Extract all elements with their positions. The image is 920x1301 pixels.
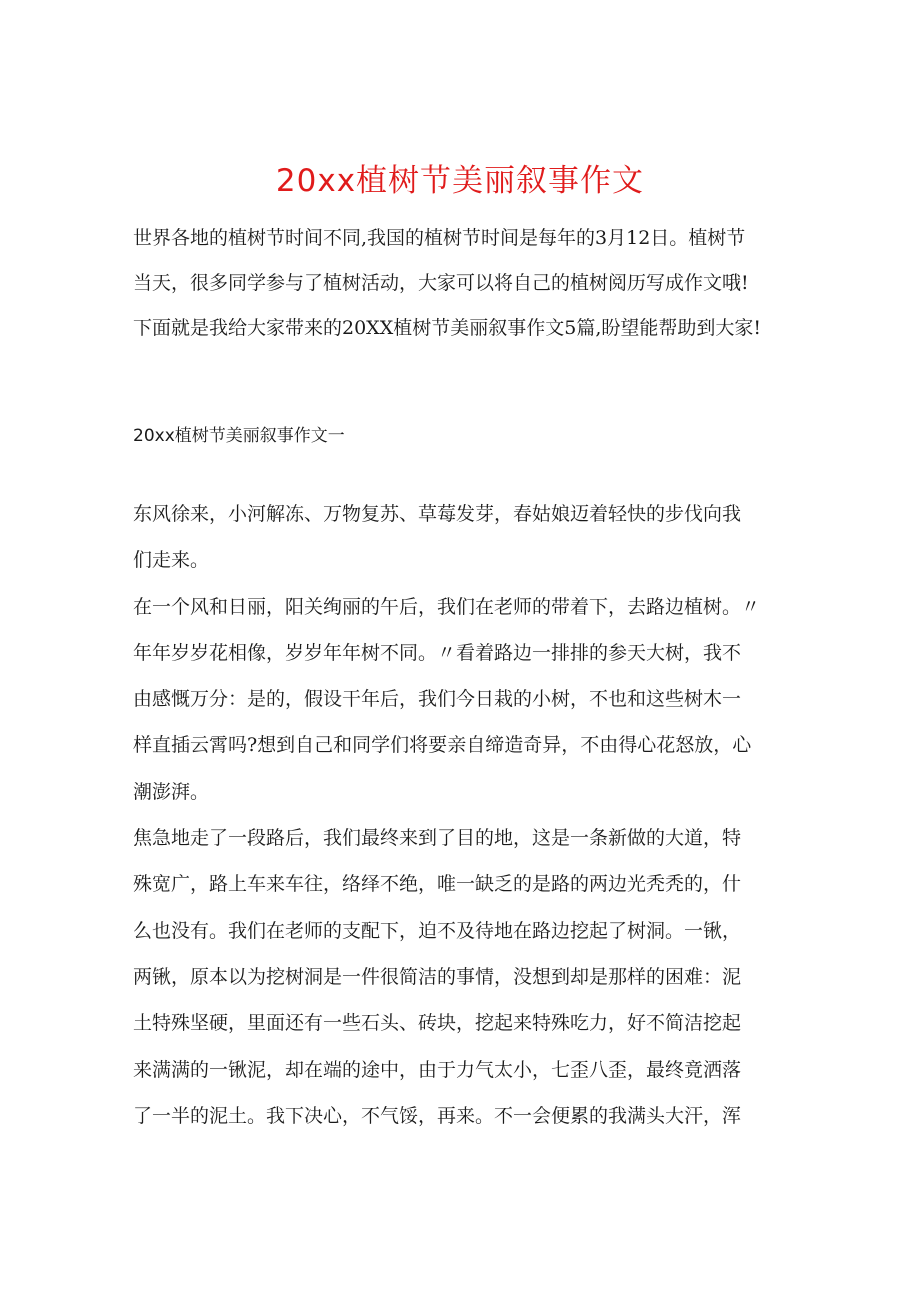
- body-line: 年年岁岁花相像，岁岁年年树不同。〃看着路边一排排的参天大树，我不: [133, 641, 742, 664]
- body-line: 由感慨万分：是的，假设干年后，我们今日栽的小树，不也和这些树木一: [133, 688, 742, 711]
- body-line: 东风徐来，小河解冻、万物复苏、草莓发芽，春姑娘迈着轻快的步伐向我: [133, 503, 742, 525]
- intro-line: 下面就是我给大家带来的20XX植树节美丽叙事作文5篇,盼望能帮助到大家!: [133, 317, 761, 339]
- body-line: 了一半的泥土。我下决心，不气馁，再来。不一会便累的我满头大汗，浑: [133, 1104, 742, 1127]
- body-line: 样直插云霄吗?想到自己和同学们将要亲自缔造奇异，不由得心花怒放，心: [133, 734, 752, 757]
- document-title: 20xx植树节美丽叙事作文: [275, 162, 645, 199]
- intro-line: 当天，很多同学参与了植树活动，大家可以将自己的植树阅历写成作文哦!: [133, 272, 749, 294]
- body-line: 来满满的一锹泥，却在端的途中，由于力气太小，七歪八歪，最终竟洒落: [133, 1058, 742, 1081]
- essay-body: [133, 491, 793, 1139]
- intro-line: 世界各地的植树节时间不同,我国的植树节时间是每年的3月12日。植树节: [133, 227, 746, 249]
- body-line: 潮澎湃。: [133, 780, 210, 803]
- body-line: 么也没有。我们在老师的支配下，迫不及待地在路边挖起了树洞。一锹，: [133, 919, 742, 942]
- intro-paragraph: [133, 216, 798, 351]
- body-line: 们走来。: [133, 549, 210, 572]
- section-heading: 20xx植树节美丽叙事作文一: [133, 426, 345, 446]
- body-line: 两锹，原本以为挖树洞是一件很简洁的事情，没想到却是那样的困难：泥: [133, 965, 742, 988]
- body-line: 焦急地走了一段路后，我们最终来到了目的地，这是一条新做的大道，特: [133, 827, 742, 850]
- body-line: 殊宽广，路上车来车往，络绎不绝，唯一缺乏的是路的两边光秃秃的，什: [133, 873, 742, 896]
- body-line: 土特殊坚硬，里面还有一些石头、砖块，挖起来特殊吃力，好不简洁挖起: [133, 1012, 742, 1035]
- body-line: 在一个风和日丽，阳关绚丽的午后，我们在老师的带着下，去路边植树。〃: [133, 595, 761, 618]
